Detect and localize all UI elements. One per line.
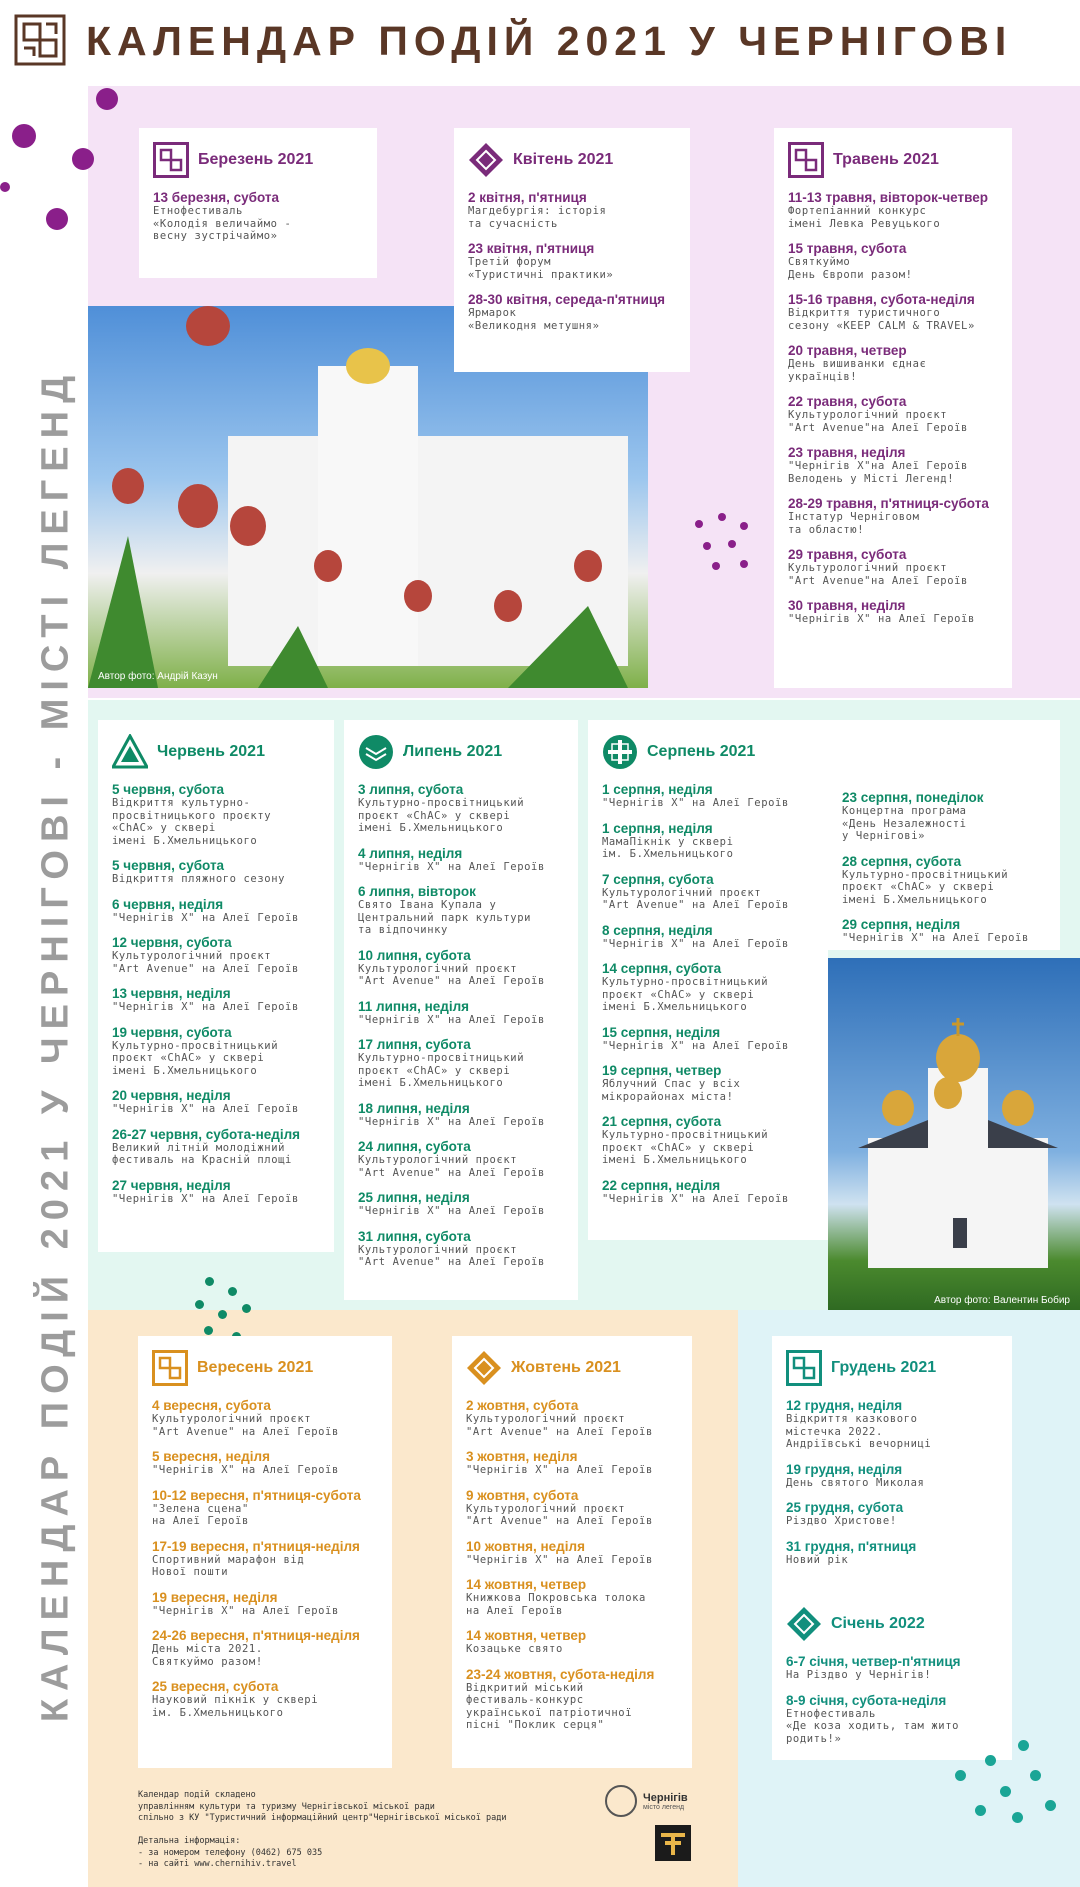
event-item [786,1693,1000,1746]
month-title: Серпень 2021 [647,743,756,760]
decorative-dot [695,520,703,528]
decorative-dot [728,540,736,548]
event-item [112,1178,322,1206]
decorative-dot [242,1304,251,1313]
event-description: Етнофестиваль «Колодія величаймо - весну зустрічаймо» [153,205,292,242]
event-date: 2 жовтня, субота [466,1398,579,1413]
page-title: КАЛЕНДАР ПОДІЙ 2021 У ЧЕРНІГОВІ [86,18,1013,64]
event-item [468,241,678,281]
square-ornament-icon [153,142,189,178]
event-date: 5 червня, субота [112,858,225,873]
event-item [358,999,566,1027]
event-description: "Чернігів Х" на Алеї Героїв [112,1103,299,1115]
event-description: Відкриття культурно- просвітницького проєкту «ChAC» у сквері імені Б.Хмельницького [112,797,272,847]
event-date: 9 жовтня, субота [466,1487,579,1503]
event-item [466,1577,680,1617]
month-card-september [138,1336,392,1768]
month-card-october [452,1336,692,1768]
logo-subtitle: місто легенд [643,1803,685,1811]
church-photo [828,958,1080,1310]
event-description: На Різдво у Чернігів! [786,1669,932,1681]
decorative-dot [228,1287,237,1296]
event-date: 22 травня, субота [788,394,907,409]
event-item [358,1101,566,1129]
event-description: "Чернігів Х" на Алеї Героїв [152,1604,339,1617]
event-description: "Чернігів Х" на Алеї Героїв [112,911,299,924]
event-item [358,884,566,937]
event-date: 11-13 травня, вівторок-четвер [788,190,988,205]
event-item [842,917,1052,945]
event-date: 2 квітня, п'ятниця [468,190,587,205]
event-description: Відкриття пляжного сезону [112,873,286,885]
decorative-dot [1012,1812,1023,1823]
event-description: "Чернігів Х" на Алеї Героїв [358,1013,545,1026]
event-item [788,496,1000,536]
event-item [358,1139,566,1179]
event-description: Культурно-просвітницький проєкт «ChAC» у сквері імені Б.Хмельницького [842,868,1009,906]
event-item [152,1488,380,1528]
event-description: День вишиванки єднає українців! [788,358,927,383]
event-item [466,1628,680,1656]
decorative-dot [955,1770,966,1781]
event-date: 25 грудня, субота [786,1500,904,1515]
event-item [842,854,1052,907]
month-card-july [344,720,578,1300]
event-description: "Чернігів Х" на Алеї Героїв [602,937,789,950]
event-description: День міста 2021. Святкуймо разом! [152,1643,263,1668]
event-date: 29 травня, субота [788,547,907,562]
event-description: "Чернігів Х" на Алеї Героїв [112,1001,299,1013]
decorative-dot [218,1310,227,1319]
event-item [358,1229,566,1269]
event-item [152,1628,380,1668]
decorative-dot [718,513,726,521]
event-date: 13 червня, неділя [112,986,231,1001]
diamond-ornament-icon [468,142,504,178]
decorative-dot [1000,1786,1011,1797]
event-date: 22 серпня, неділя [602,1177,721,1193]
event-item [602,961,818,1014]
event-date: 23 серпня, понеділок [842,790,984,805]
event-description: "Чернігів Х"на Алеї Героїв Велодень у Місті Легенд! [788,460,968,485]
event-item [112,935,322,975]
event-description: Яблучний Спас у всіх мікрорайонах міста! [602,1078,741,1103]
month-title: Березень 2021 [198,151,314,168]
event-date: 25 вересня, субота [152,1679,279,1694]
square-ornament-icon [14,14,66,66]
decorative-dot [12,124,36,148]
event-description: "Зелена сцена" на Алеї Героїв [152,1502,249,1527]
diamond-ornament-icon [786,1606,822,1642]
footer-info: Календар подій складено управлінням культури та туризму Чернігівської міської ради спільно з КУ "Туристичний інформаційний центр"Чернігівської міської ради Детальна інформація: - за номером телефону (0462) 675 035 - на сайті www.chernihiv.travel [138,1790,507,1869]
event-item [152,1398,380,1438]
event-item [468,190,678,230]
event-date: 30 травня, неділя [788,598,906,613]
event-item [358,948,566,988]
event-item [466,1398,680,1438]
event-date: 15 серпня, неділя [602,1024,721,1040]
event-item [788,190,1000,230]
event-date: 23-24 жовтня, субота-неділя [466,1666,655,1682]
event-item [788,445,1000,485]
event-date: 29 серпня, неділя [842,917,961,932]
event-description: Магдебургія: історія та сучасність [468,205,607,230]
event-description: Відкриття туристичного сезону «KEEP CALM & TRAVEL» [788,307,975,332]
event-item [788,241,1000,281]
decorative-dot [46,208,68,230]
event-description: Відкриття казкового містечка 2022. Андріївські вечорниці [786,1413,932,1450]
decorative-dot [1030,1770,1041,1781]
event-date: 25 липня, неділя [358,1190,470,1205]
event-item [602,821,818,861]
event-date: 31 грудня, п'ятниця [786,1538,917,1554]
event-item [602,923,818,951]
event-description: "Чернігів Х" на Алеї Героїв [152,1464,339,1476]
event-date: 5 червня, субота [112,782,225,797]
event-description: Фортепіанний конкурс імені Левка Ревуцького [788,205,941,230]
event-description: "Чернігів Х" на Алеї Героїв [602,797,789,809]
event-description: Культурологічний проєкт "Art Avenue" на Алеї Героїв [466,1502,653,1527]
event-item [358,846,566,874]
event-date: 17-19 вересня, п'ятниця-неділя [152,1538,360,1554]
month-card-april [454,128,690,372]
event-date: 15 травня, субота [788,241,907,256]
decorative-dot [205,1277,214,1286]
decorative-dot [985,1755,996,1766]
event-item [112,782,322,847]
event-item [112,986,322,1014]
event-item [602,1178,818,1206]
square-ornament-icon [788,142,824,178]
event-description: "Чернігів Х" на Алеї Героїв [358,860,545,873]
event-item [842,790,1052,843]
event-description: Культурологічний проєкт "Art Avenue"на Алеї Героїв [788,409,968,434]
event-date: 20 травня, четвер [788,343,907,358]
event-date: 14 жовтня, четвер [466,1628,587,1643]
event-date: 10-12 вересня, п'ятниця-субота [152,1487,361,1503]
event-description: Культурно-просвітницький проєкт «ChAC» у сквері імені Б.Хмельницького [358,1052,525,1089]
month-card-march [139,128,377,278]
event-item [602,1114,818,1167]
event-description: Великий літній молодіжний фестиваль на Красній площі [112,1141,292,1166]
event-date: 5 вересня, неділя [152,1449,270,1464]
event-date: 15-16 травня, субота-неділя [788,292,975,307]
event-description: "Чернігів Х" на Алеї Героїв [788,613,975,625]
event-item [468,292,678,332]
event-date: 12 грудня, неділя [786,1398,903,1413]
decorative-dot [96,88,118,110]
event-item [358,782,566,835]
event-item [466,1667,680,1732]
month-card-may [774,128,1012,688]
event-description: "Чернігів Х" на Алеї Героїв [358,1205,545,1217]
city-logo [605,1785,688,1817]
event-description: Науковий пікнік у сквері ім. Б.Хмельницького [152,1694,319,1719]
event-description: Книжкова Покровська толока на Алеї Героїв [466,1592,646,1617]
event-description: Козацьке свято [466,1643,563,1655]
event-description: Ярмарок «Великодня метушня» [468,307,600,332]
event-description: Культурологічний проєкт "Art Avenue" на Алеї Героїв [358,1154,545,1179]
event-date: 14 серпня, субота [602,961,722,976]
event-item [602,782,818,810]
decorative-dot [204,1326,213,1335]
event-description: Культурно-просвітницький проєкт «ChAC» у сквері імені Б.Хмельницького [358,797,525,834]
event-date: 10 жовтня, неділя [466,1538,585,1554]
photo-credit: Автор фото: Андрій Казун [98,671,218,682]
info-center-logo-icon [655,1825,691,1861]
august-left-column [588,720,828,1240]
event-date: 23 квітня, п'ятниця [468,241,595,256]
event-item [112,1025,322,1078]
event-date: 19 грудня, неділя [786,1461,903,1477]
event-item [602,1063,818,1103]
event-description: Культурологічний проєкт "Art Avenue" на Алеї Героїв [358,1243,545,1268]
event-description: Культурно-просвітницький проєкт «ChAC» у сквері імені Б.Хмельницького [602,976,769,1013]
event-item [788,598,1000,626]
logo-name: Чернігів [643,1791,688,1804]
event-item [152,1449,380,1477]
event-item [112,1127,322,1167]
event-date: 8 серпня, неділя [602,922,713,938]
event-date: 1 серпня, неділя [602,820,713,836]
event-date: 19 серпня, четвер [602,1063,722,1078]
vertical-title: КАЛЕНДАР ПОДІЙ 2021 У ЧЕРНІГОВІ - МІСТІ ЛЕГЕНД [34,367,77,1723]
event-description: Різдво Христове! [786,1515,897,1527]
event-description: Третій форум «Туристичні практики» [468,256,614,281]
event-item [788,394,1000,434]
event-description: МамаПікнік у сквері ім. Б.Хмельницького [602,835,734,860]
event-date: 10 липня, субота [358,947,471,963]
event-description: "Чернігів Х" на Алеї Героїв [842,932,1029,944]
event-item [786,1500,1000,1528]
event-date: 12 червня, субота [112,935,232,950]
decorative-dot [72,148,94,170]
event-description: Культурологічний проєкт "Art Avenue" на Алеї Героїв [358,962,545,987]
event-item [786,1539,1000,1567]
event-item [152,1590,380,1618]
event-description: Відкритий міський фестиваль-конкурс української патріотичної пісні "Поклик серця" [466,1681,633,1731]
decorative-dot [740,560,748,568]
event-description: "Чернігів Х" на Алеї Героїв [466,1464,653,1476]
event-description: Спортивний марафон від Нової пошти [152,1553,305,1578]
event-item [788,343,1000,383]
event-description: "Чернігів Х" на Алеї Героїв [602,1039,789,1052]
event-description: Етнофестиваль «Де коза ходить, там жито родить!» [786,1707,960,1745]
event-item [786,1462,1000,1490]
event-date: 28-30 квітня, середа-п'ятниця [468,292,666,307]
event-item [112,1088,322,1116]
event-item [786,1398,1000,1451]
square-ornament-icon [786,1350,822,1386]
august-right-column [828,720,1060,950]
event-date: 4 вересня, субота [152,1398,271,1413]
circle-cross-ornament-icon [602,734,638,770]
event-description: "Чернігів Х" на Алеї Героїв [358,1115,545,1128]
month-title: Жовтень 2021 [511,1359,621,1376]
event-date: 11 липня, неділя [358,998,470,1014]
event-date: 28 серпня, субота [842,853,962,869]
event-date: 13 березня, субота [153,190,279,205]
event-description: Інстатур Черніговом та областю! [788,511,920,536]
event-date: 23 травня, неділя [788,445,906,460]
event-date: 19 червня, субота [112,1024,232,1040]
month-title: Липень 2021 [403,743,503,760]
event-item [466,1488,680,1528]
event-description: Свято Івана Купала у Центральний парк культури та відпочинку [358,899,532,936]
event-description: Культурологічний проєкт "Art Avenue"на Алеї Героїв [788,562,968,587]
event-description: Культурно-просвітницький проєкт «ChAC» у сквері імені Б.Хмельницького [112,1039,279,1077]
event-date: 1 серпня, неділя [602,782,713,797]
event-date: 24-26 вересня, п'ятниця-неділя [152,1628,360,1643]
event-description: Культурологічний проєкт "Art Avenue" на Алеї Героїв [602,886,789,911]
event-item [152,1539,380,1579]
event-date: 27 червня, неділя [112,1177,231,1193]
event-description: Святкуймо День Європи разом! [788,256,913,281]
decorative-dot [1045,1800,1056,1811]
city-emblem-icon [605,1785,637,1817]
decorative-dot [712,562,720,570]
event-description: "Чернігів Х" на Алеї Героїв [602,1192,789,1205]
decorative-dot [1018,1740,1029,1751]
event-date: 14 жовтня, четвер [466,1577,587,1592]
month-title: Травень 2021 [833,151,939,168]
event-description: Культурологічний проєкт "Art Avenue" на Алеї Героїв [466,1413,653,1438]
event-item [358,1037,566,1090]
event-date: 26-27 червня, субота-неділя [112,1126,301,1142]
event-date: 6 червня, неділя [112,896,224,912]
diamond-ornament-icon [466,1350,502,1386]
event-item [786,1654,1000,1682]
event-item [788,292,1000,332]
event-date: 18 липня, неділя [358,1100,470,1116]
event-item [466,1449,680,1477]
event-item [152,1679,380,1719]
event-description: Концертна програма «День Незалежності у Чернігові» [842,805,967,842]
event-item [153,190,365,243]
month-title: Січень 2022 [831,1615,925,1632]
event-description: Культурно-просвітницький проєкт «ChAC» у сквері імені Б.Хмельницького [602,1129,769,1166]
month-card-december-january [772,1336,1012,1760]
decorative-dot [740,522,748,530]
square-ornament-icon [152,1350,188,1386]
event-item [788,547,1000,587]
month-title: Грудень 2021 [831,1359,937,1376]
header [0,0,1080,84]
event-date: 31 липня, субота [358,1228,471,1244]
event-description: "Чернігів Х" на Алеї Героїв [112,1192,299,1205]
event-date: 28-29 травня, п'ятниця-субота [788,496,989,511]
event-date: 21 серпня, субота [602,1114,722,1129]
event-description: Культурологічний проєкт "Art Avenue" на Алеї Героїв [152,1413,339,1438]
photo-credit: Автор фото: Валентин Бобир [934,1295,1070,1306]
event-date: 24 липня, субота [358,1139,471,1154]
event-description: Культурологічний проєкт "Art Avenue" на Алеї Героїв [112,950,299,975]
decorative-dot [703,542,711,550]
event-date: 6 липня, вівторок [358,884,476,899]
event-date: 20 червня, неділя [112,1088,231,1103]
month-title: Квітень 2021 [513,151,614,168]
event-date: 3 липня, субота [358,782,464,797]
event-date: 7 серпня, субота [602,871,714,887]
event-date: 17 липня, субота [358,1037,471,1052]
event-item [112,897,322,925]
month-title: Червень 2021 [157,743,265,760]
triangle-ornament-icon [112,734,148,770]
event-description: "Чернігів Х" на Алеї Героїв [466,1553,653,1566]
event-item [112,858,322,886]
month-title: Вересень 2021 [197,1359,314,1376]
circle-ornament-icon [358,734,394,770]
event-date: 3 жовтня, неділя [466,1449,578,1464]
event-description: Новий рік [786,1553,849,1566]
event-date: 6-7 січня, четвер-п'ятниця [786,1654,961,1669]
church-illustration [828,958,1080,1310]
decorative-dot [975,1805,986,1816]
event-description: День святого Миколая [786,1476,925,1489]
decorative-dot [195,1300,204,1309]
event-item [602,872,818,912]
event-item [602,1025,818,1053]
month-card-june [98,720,334,1252]
event-item [466,1539,680,1567]
event-date: 4 липня, неділя [358,845,463,861]
event-date: 19 вересня, неділя [152,1589,278,1605]
event-item [358,1190,566,1218]
decorative-dot [0,182,10,192]
event-date: 8-9 січня, субота-неділя [786,1692,947,1708]
